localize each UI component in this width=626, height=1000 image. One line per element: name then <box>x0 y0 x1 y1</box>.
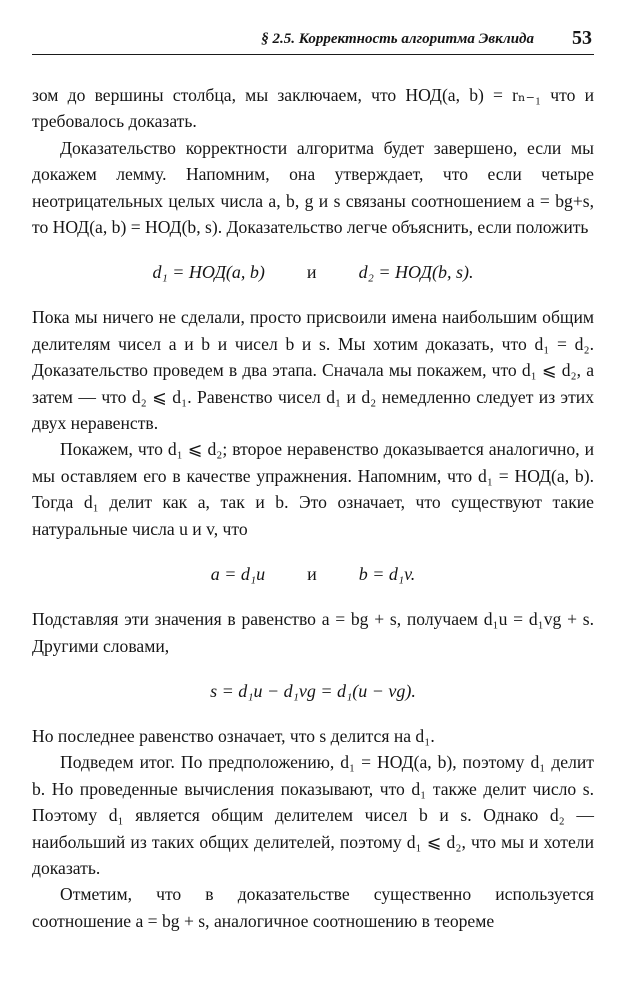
body-text <box>32 82 594 934</box>
running-header <box>32 24 594 55</box>
paragraph-5: Подставляя эти значения в равенство a = bg + s, получаем d₁u = d₁vg + s. Другими словами, <box>32 609 594 656</box>
formula-a-factor: a = d₁u <box>210 563 266 584</box>
paragraph-3: Пока мы ничего не сделали, просто присвоили имена наибольшим общим делителям чисел a и b и чисел b и s. Мы хотим доказать, что d₁ = d₂. Доказательство проведем в два этапа. Сначала мы покажем, что d₁ ⩽ d₂, а затем — что d₂ ⩽ d₁. Равенство чисел d₁ и d₂ немедленно следует из этих двух неравенств. <box>32 307 594 434</box>
formula-d2-definition: d₂ = НОД(b, s). <box>358 262 474 283</box>
formula-b-factor: b = d₁v. <box>358 563 416 584</box>
paragraph-8: Отметим, что в доказательстве существенно используется соотношение a = bg + s, аналогичное соотношению в теореме <box>32 884 594 931</box>
formula-conjunction: и <box>306 262 317 283</box>
paragraph-1: зом до вершины столбца, мы заключаем, что НОД(a, b) = rₙ₋₁ что и требовалось доказать. <box>32 85 594 132</box>
formula-conjunction: и <box>307 563 317 584</box>
page-number: 53 <box>572 27 592 49</box>
formula-factorization <box>32 542 594 606</box>
formula-gcd-definitions <box>32 240 594 304</box>
formula-s-expression: s = d₁u − d₁vg = d₁(u − vg). <box>210 680 416 701</box>
paragraph-6: Но последнее равенство означает, что s делится на d₁. <box>32 725 435 746</box>
paragraph-2: Доказательство корректности алгоритма будет завершено, если мы докажем лемму. Напомним, она утверждает, что если четыре неотрицательных целых числа a, b, g и s связаны соотношением a = bg+s, то НОД(a, b) = НОД(b, s). Доказательство легче объяснить, если положить <box>32 137 594 238</box>
paragraph-7: Подведем итог. По предположению, d₁ = НОД(a, b), поэтому d₁ делит b. Но проведенные вычисления показывают, что d₁ также делит число s. Поэтому d₁ является общим делителем чисел b и s. Однако d₂ — наибольший из таких общих делителей, поэтому d₁ ⩽ d₂, что мы и хотели доказать. <box>32 752 594 878</box>
formula-substitution <box>32 659 594 723</box>
formula-d1-definition: d₁ = НОД(a, b) <box>152 262 265 283</box>
paragraph-4: Покажем, что d₁ ⩽ d₂; второе неравенство доказывается аналогично, и мы оставляем его в качестве упражнения. Напомним, что d₁ = НОД(a, b). Тогда d₁ делит как a, так и b. Это означает, что существуют такие натуральные числа u и v, что <box>32 439 594 539</box>
section-title: § 2.5. Корректность алгоритма Эвклида <box>261 31 534 47</box>
